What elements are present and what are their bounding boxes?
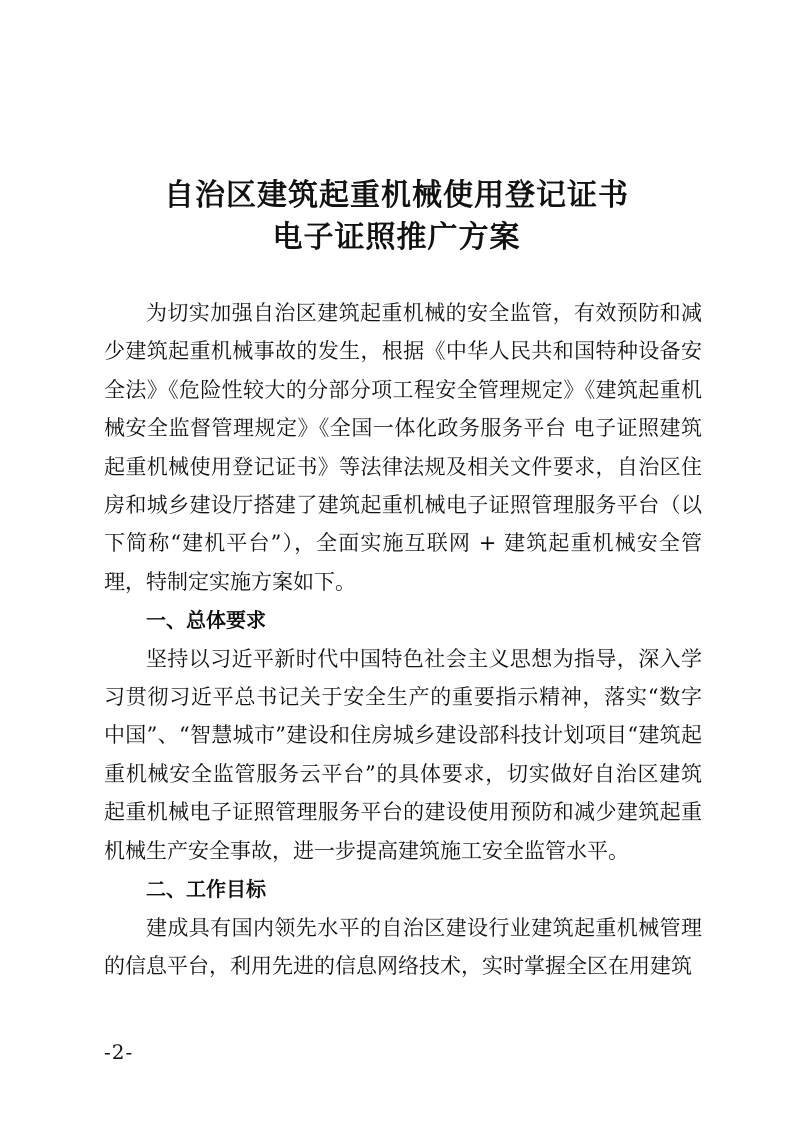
document-title-line2: 电子证照推广方案 bbox=[272, 220, 521, 255]
intro-paragraph: 为切实加强自治区建筑起重机械的安全监管，有效预防和减少建筑起重机械事故的发生，根据《中华人民共和国特种设备安全法》《危险性较大的分部分项工程安全管理规定》《建筑起重机械安全监督管理规定》《全国一体化政务服务平台 电子证照建筑起重机械使用登记证书》等法律法规及相关文件要求，自治区住房和城乡建设厅搭建了建筑起重机械电子证照管理服务平台（以下简称“建机平台”），全面实施互联网 + 建筑起重机械安全管理，特制定实施方案如下。 bbox=[104, 301, 702, 594]
page-number: -2- bbox=[104, 1040, 134, 1064]
general-requirements-paragraph: 坚持以习近平新时代中国特色社会主义思想为指导，深入学习贯彻习近平总书记关于安全生产的重要指示精神，落实“数字中国”、“智慧城市”建设和住房城乡建设部科技计划项目“建筑起重机械安全监管服务云平台”的具体要求，切实做好自治区建筑起重机械电子证照管理服务平台的建设使用预防和减少建筑起重机械生产安全事故，进一步提高建筑施工安全监管水平。 bbox=[104, 646, 702, 863]
section-heading-general-requirements: 一、总体要求 bbox=[146, 608, 266, 633]
document-body bbox=[104, 294, 702, 985]
document-title-line1: 自治区建筑起重机械使用登记证书 bbox=[164, 178, 629, 213]
section-heading-work-goals: 二、工作目标 bbox=[146, 877, 266, 902]
work-goals-paragraph: 建成具有国内领先水平的自治区建设行业建筑起重机械管理的信息平台，利用先进的信息网络技术，实时掌握全区在用建筑 bbox=[104, 915, 702, 978]
